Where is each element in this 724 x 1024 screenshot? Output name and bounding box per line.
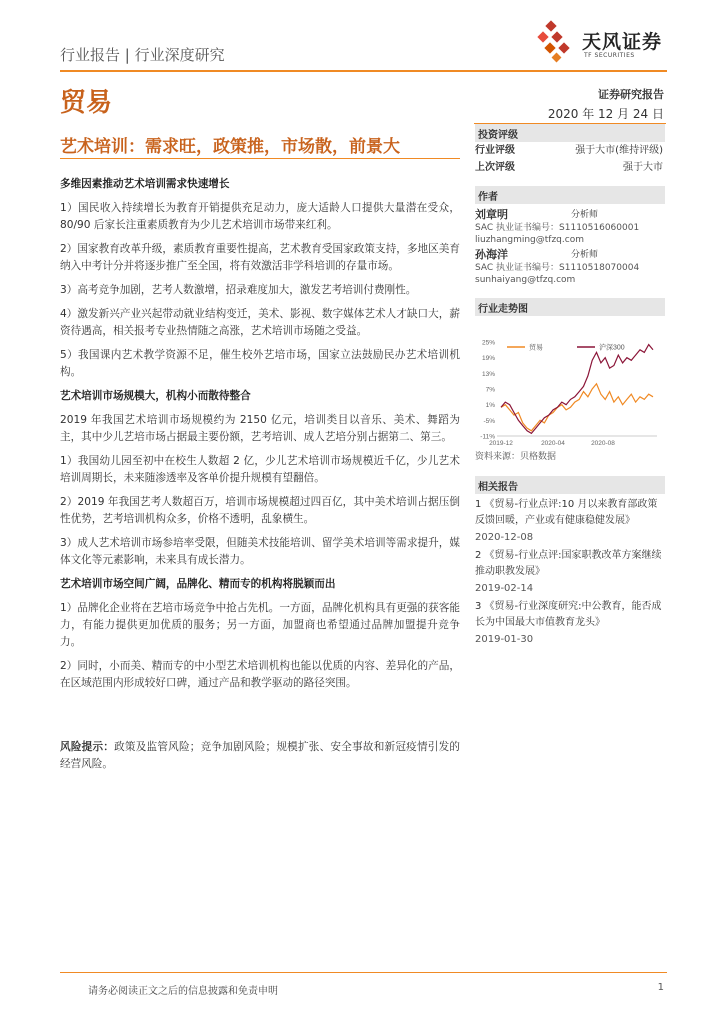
rating-value: 强于大市 xyxy=(623,162,663,173)
rating-value: 强于大市(维持评级) xyxy=(575,145,663,156)
chart-source: 资料来源：贝格数据 xyxy=(475,452,557,462)
y-tick-label: 1% xyxy=(485,402,495,410)
series-line xyxy=(501,345,653,434)
footer-disclaimer: 请务必阅读正文之后的信息披露和免责申明 xyxy=(88,986,278,997)
paragraph: 2）同时，小而美、精而专的中小型艺术培训机构也能以优质的内容、差异化的产品，在区域范围内形成较好口碑，通过产品和教学驱动的路径突围。 xyxy=(60,660,460,689)
section-heading: 艺术培训市场空间广阔，品牌化、精而专的机构将脱颖而出 xyxy=(60,578,336,590)
main-content xyxy=(60,176,460,780)
related-date: 2019-02-14 xyxy=(475,583,534,594)
industry-title: 贸易 xyxy=(60,88,113,118)
related-item[interactable] xyxy=(475,599,665,647)
y-tick-label: -11% xyxy=(480,433,495,441)
related-reports-box xyxy=(475,476,665,647)
author-entry xyxy=(475,248,665,286)
report-title: 艺术培训：需求旺，政策推，市场散，前景大 xyxy=(60,137,400,157)
chart-heading: 行业走势图 xyxy=(475,298,665,316)
paragraph: 1）品牌化企业将在艺培市场竞争中抢占先机。一方面，品牌化机构具有更强的获客能力，有能力提供更加优质的服务；另一方面，加盟商也希望通过品牌加盟提升竞争力。 xyxy=(60,602,460,648)
header-divider xyxy=(60,70,667,72)
related-item[interactable] xyxy=(475,497,665,545)
related-title[interactable]: 2 《贸易-行业点评:国家职教改革方案继续推动职教发展》 xyxy=(475,550,662,577)
x-tick-label: 2019-12 xyxy=(489,440,513,446)
rating-key: 上次评级 xyxy=(475,162,515,173)
report-date: 2020 年 12 月 24 日 xyxy=(547,107,664,121)
paragraph: 1）国民收入持续增长为教育开销提供充足动力，庞大适龄人口提供大量潜在受众，80/90 后家长注重素质教育为少儿艺术培训市场带来红利。 xyxy=(60,202,460,231)
related-heading: 相关报告 xyxy=(475,476,665,494)
author-email[interactable]: sunhaiyang@tfzq.com xyxy=(475,275,576,285)
related-item[interactable] xyxy=(475,548,665,596)
report-category: 行业报告 | 行业深度研究 xyxy=(60,46,225,64)
trend-chart-box xyxy=(475,298,665,463)
paragraph: 2）国家教育改革升级，素质教育重要性提高，艺术教育受国家政策支持，多地区美育纳入中考计分并将逐步推广至全国，将有效激活非学科培训的存量市场。 xyxy=(60,243,460,272)
author-heading: 作者 xyxy=(475,186,665,204)
paragraph: 1）我国幼儿园至初中在校生人数超 2 亿，少儿艺术培训市场规模近千亿，少儿艺术培训周期长，未来随渗透率及客单价提升规模有望翻倍。 xyxy=(60,455,460,484)
section-3 xyxy=(60,576,460,692)
rating-row xyxy=(475,159,665,176)
footer-divider xyxy=(60,972,667,973)
risk-text: 政策及监管风险；竞争加剧风险；规模扩张、安全事故和新冠疫情引发的经营风险。 xyxy=(60,741,461,770)
author-sac: SAC 执业证书编号：S1110518070004 xyxy=(475,263,640,273)
title-divider xyxy=(60,158,460,159)
rating-row xyxy=(475,142,665,159)
author-role: 分析师 xyxy=(571,210,599,220)
paragraph: 2）2019 年我国艺考人数超百万，培训市场规模超过四百亿，其中美术培训占据压倒性优势，艺考培训机构众多，价格不透明，乱象横生。 xyxy=(60,496,460,525)
risk-label: 风险提示： xyxy=(60,741,115,753)
related-date: 2020-12-08 xyxy=(475,532,534,543)
logo-subtitle: TF SECURITIES xyxy=(584,52,635,59)
paragraph: 3）高考竞争加剧，艺考人数激增，招录难度加大，激发艺考培训付费刚性。 xyxy=(60,284,417,296)
related-title[interactable]: 3 《贸易-行业深度研究:中公教育，能否成长为中国最大市值教育龙头》 xyxy=(475,601,662,628)
rating-heading: 投资评级 xyxy=(475,124,665,142)
legend-label: 沪深300 xyxy=(599,344,625,352)
x-tick-label: 2020-04 xyxy=(541,440,565,446)
legend-label: 贸易 xyxy=(529,344,543,352)
section-heading: 艺术培训市场规模大，机构小而散待整合 xyxy=(60,390,251,402)
section-1 xyxy=(60,176,460,381)
paragraph: 2019 年我国艺术培训市场规模约为 2150 亿元，培训类目以音乐、美术、舞蹈为主，其中少儿艺培市场占据最主要份额，艺考培训、成人艺培分别占据第二、第三。 xyxy=(60,414,460,443)
section-heading: 多维因素推动艺术培训需求快速增长 xyxy=(60,178,230,190)
y-tick-label: 7% xyxy=(485,386,495,394)
logo-name: 天风证券 xyxy=(582,31,663,53)
paragraph: 4）激发新兴产业兴起带动就业结构变迁，美术、影视、数字媒体艺术人才缺口大，薪资待遇高，相关报考专业热情随之高涨，艺术培训市场随之受益。 xyxy=(60,308,460,337)
y-tick-label: 25% xyxy=(481,339,495,347)
y-tick-label: -5% xyxy=(483,417,495,425)
author-sac: SAC 执业证书编号：S1110516060001 xyxy=(475,223,640,233)
y-tick-label: 19% xyxy=(481,355,495,363)
page-number: 1 xyxy=(657,982,664,993)
related-title[interactable]: 1 《贸易-行业点评:10 月以来教育部政策反馈回暖，产业或有健康稳健发展》 xyxy=(475,499,658,526)
section-2 xyxy=(60,388,460,569)
x-tick-label: 2020-08 xyxy=(591,440,615,446)
rating-key: 行业评级 xyxy=(475,145,515,156)
author-name: 孙海洋 xyxy=(475,248,508,261)
author-name: 刘章明 xyxy=(475,208,508,221)
logo-mark-icon xyxy=(537,20,569,62)
risk-warning xyxy=(60,739,460,773)
report-type: 证券研究报告 xyxy=(598,88,664,101)
related-date: 2019-01-30 xyxy=(475,634,534,645)
author-role: 分析师 xyxy=(571,250,599,260)
author-entry xyxy=(475,208,665,246)
author-box xyxy=(475,186,665,286)
series-line xyxy=(501,384,653,431)
y-tick-label: 13% xyxy=(481,370,495,378)
paragraph: 5）我国课内艺术教学资源不足，催生校外艺培市场，国家立法鼓励民办艺术培训机构。 xyxy=(60,349,460,378)
paragraph: 3）成人艺术培训市场参培率受限，但随美术技能培训、留学美术培训等需求提升，媒体文化等元素影响，未来具有成长潜力。 xyxy=(60,537,460,566)
author-email[interactable]: liuzhangming@tfzq.com xyxy=(475,235,584,245)
rating-box xyxy=(475,124,665,176)
trend-chart xyxy=(475,316,665,446)
